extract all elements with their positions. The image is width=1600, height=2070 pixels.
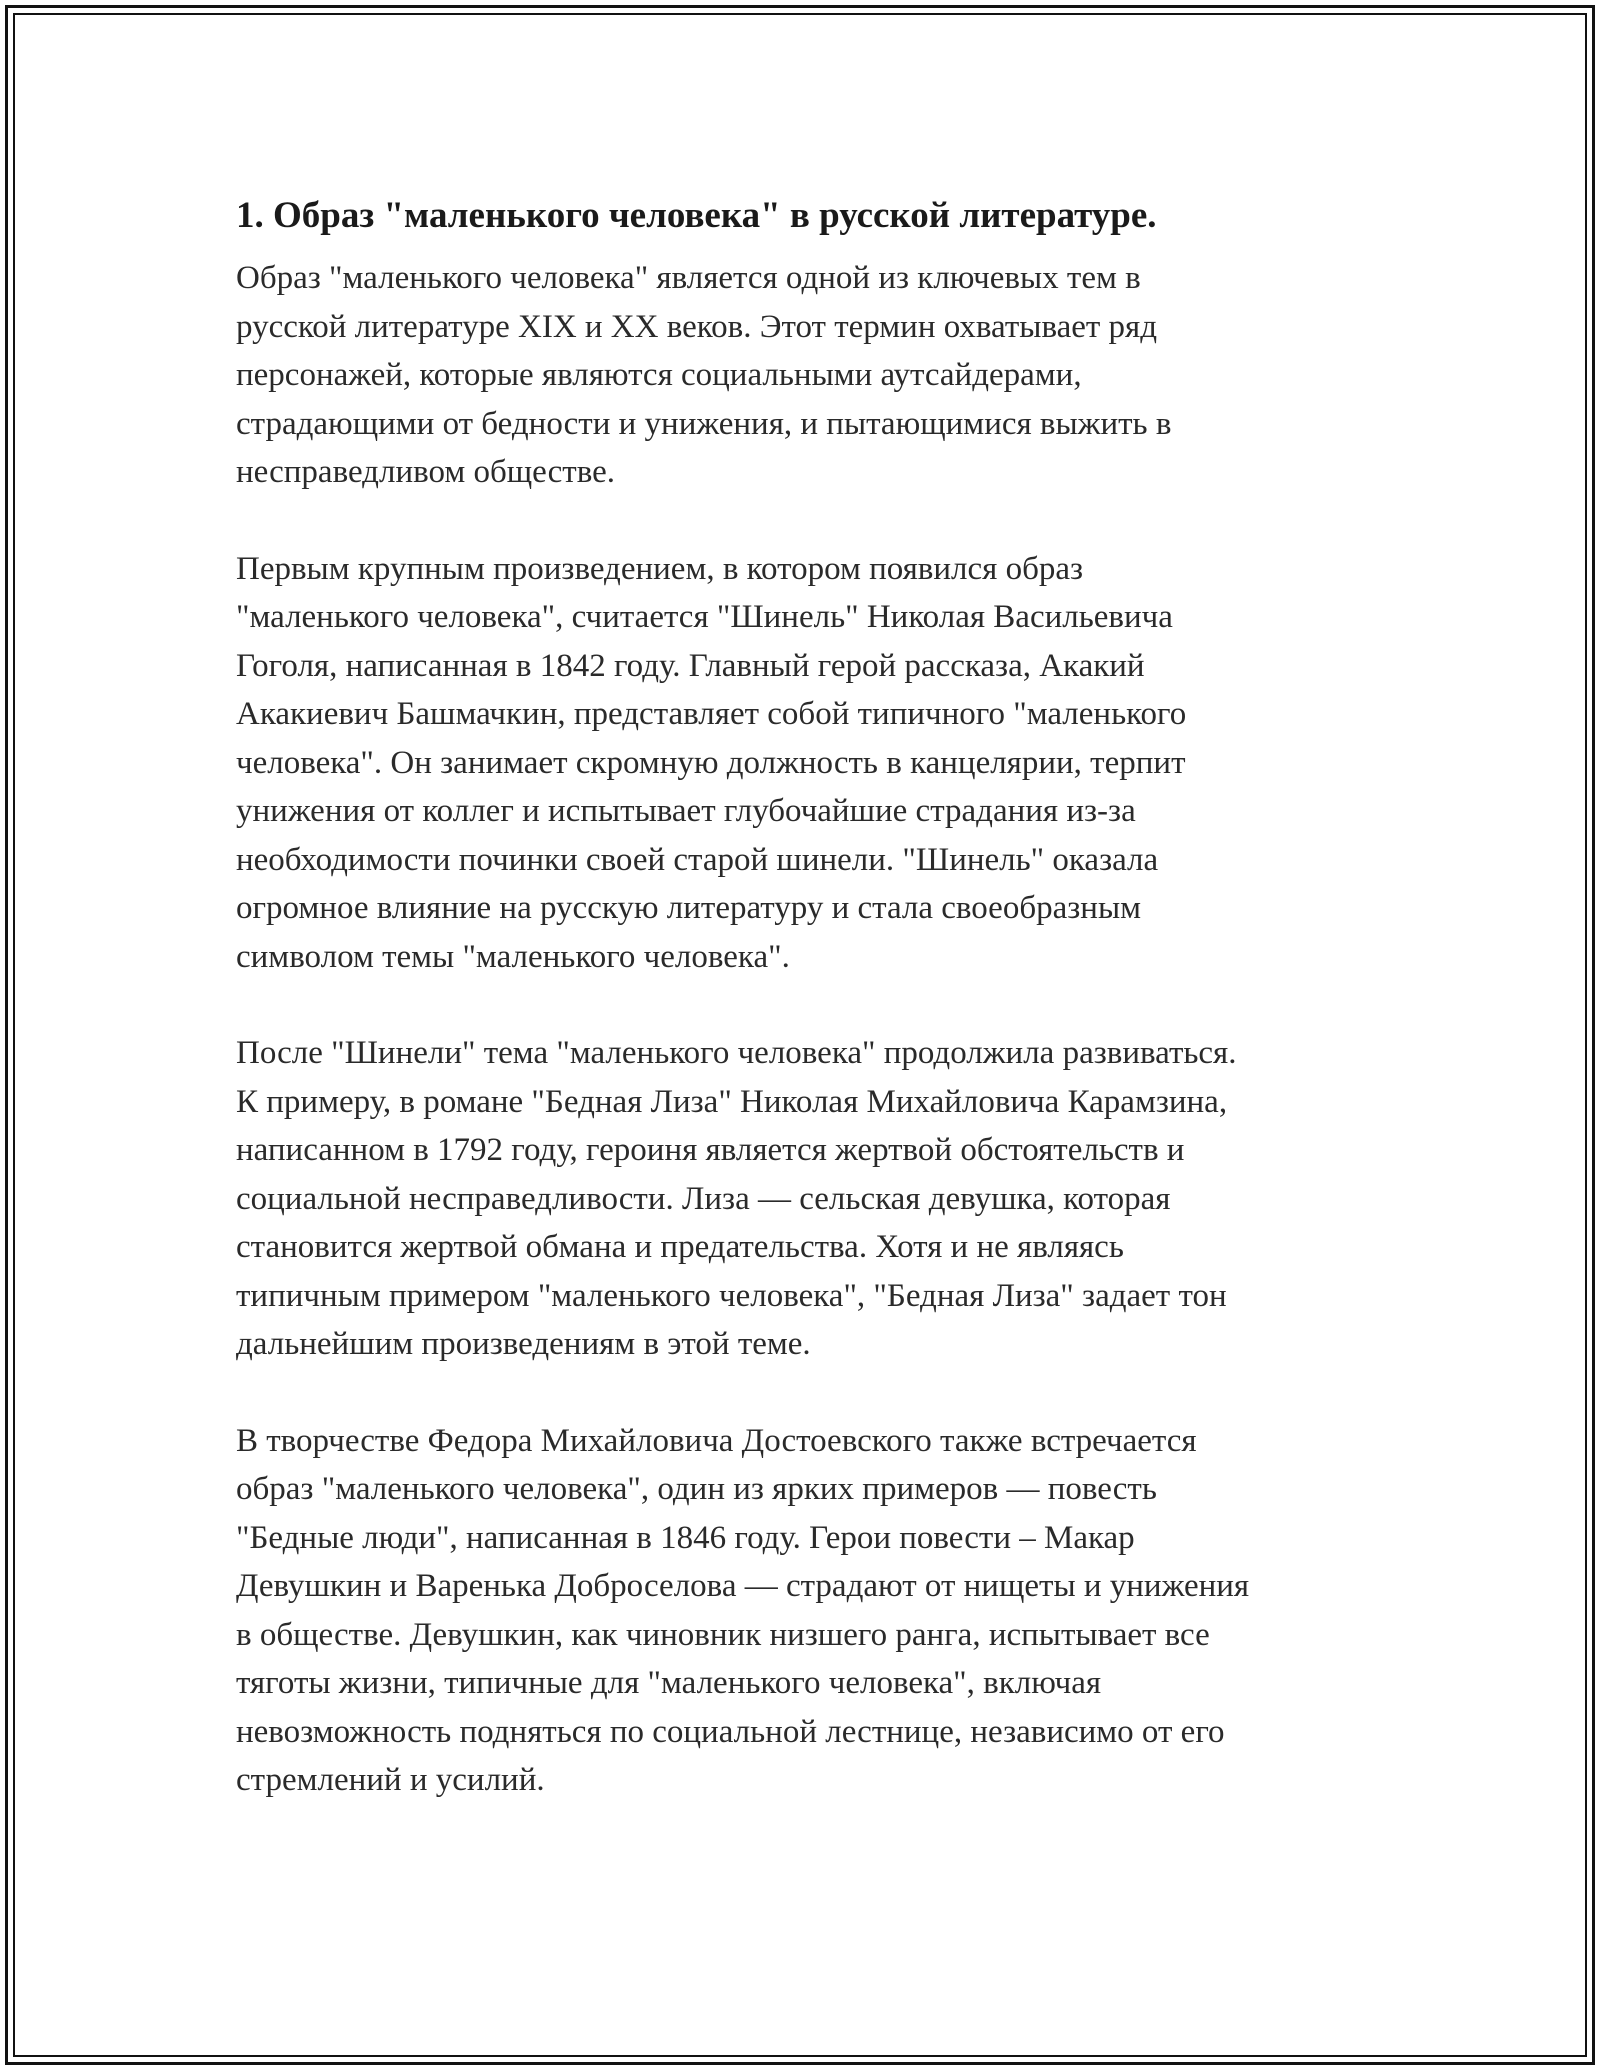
paragraph-line: Образ "маленького человека" является одной из ключевых тем в xyxy=(236,260,1141,296)
paragraph-line: унижения от коллег и испытывает глубочайшие страдания из-за xyxy=(236,793,1136,829)
paragraph-1 xyxy=(236,254,1386,497)
paragraph-line: Акакиевич Башмачкин, представляет собой типичного "маленького xyxy=(236,696,1187,732)
paragraph-3 xyxy=(236,1029,1386,1369)
paragraph-line: социальной несправедливости. Лиза — сельская девушка, которая xyxy=(236,1180,1171,1217)
paragraph-line: тяготы жизни, типичные для "маленького человека", включая xyxy=(236,1665,1102,1701)
paragraph-line: типичным примером "маленького человека", "Бедная Лиза" задает тон xyxy=(236,1277,1227,1314)
paragraph-line: необходимости починки своей старой шинели. "Шинель" оказала xyxy=(236,841,1159,878)
document-body xyxy=(236,188,1386,1805)
paragraph-line: человека". Он занимает скромную должность в канцелярии, терпит xyxy=(236,744,1186,781)
paragraph-line: написанном в 1792 году, героиня является жертвой обстоятельств и xyxy=(236,1132,1185,1168)
paragraph-line: символом темы "маленького человека". xyxy=(236,938,790,975)
paragraph-line: Первым крупным произведением, в котором появился образ xyxy=(236,550,1084,587)
paragraph-line: К примеру, в романе "Бедная Лиза" Николая Михайловича Карамзина, xyxy=(236,1083,1228,1120)
paragraph-line: в обществе. Девушкин, как чиновник низшего ранга, испытывает все xyxy=(236,1616,1210,1653)
paragraph-list xyxy=(236,254,1386,1805)
paragraph-line: "маленького человека", считается "Шинель" Николая Васильевича xyxy=(236,599,1173,635)
paragraph-4 xyxy=(236,1417,1386,1805)
paragraph-line: несправедливом обществе. xyxy=(236,454,615,490)
paragraph-line: русской литературе XIX и XX веков. Этот термин охватывает ряд xyxy=(236,308,1158,345)
paragraph-line: Гоголя, написанная в 1842 году. Главный герой рассказа, Акакий xyxy=(236,647,1145,684)
paragraph-line: образ "маленького человека", один из ярких примеров — повесть xyxy=(236,1471,1157,1507)
paragraph-line: персонажей, которые являются социальными аутсайдерами, xyxy=(236,357,1082,393)
paragraph-line: стремлений и усилий. xyxy=(236,1762,545,1798)
paragraph-line: "Бедные люди", написанная в 1846 году. Герои повести – Макар xyxy=(236,1519,1135,1556)
paragraph-2 xyxy=(236,545,1386,982)
paragraph-line: В творчестве Федора Михайловича Достоевского также встречается xyxy=(236,1422,1197,1459)
paragraph-line: становится жертвой обмана и предательства. Хотя и не являясь xyxy=(236,1229,1124,1265)
paragraph-line: невозможность подняться по социальной лестнице, независимо от его xyxy=(236,1713,1225,1750)
paragraph-line: дальнейшим произведениям в этой теме. xyxy=(236,1326,811,1362)
paragraph-line: После "Шинели" тема "маленького человека" продолжила развиваться. xyxy=(236,1035,1237,1071)
section-heading: 1. Образ "маленького человека" в русской литературе. xyxy=(236,195,1157,236)
paragraph-line: страдающими от бедности и унижения, и пытающимися выжить в xyxy=(236,405,1172,442)
paragraph-line: Девушкин и Варенька Доброселова — страдают от нищеты и унижения xyxy=(236,1568,1250,1604)
paragraph-line: огромное влияние на русскую литературу и стала своеобразным xyxy=(236,890,1142,926)
